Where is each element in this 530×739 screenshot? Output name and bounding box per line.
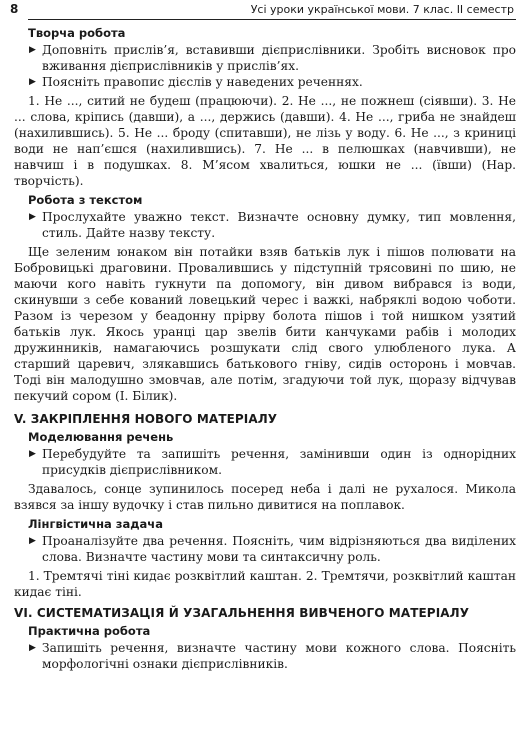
heading-creative-work: Творча робота [28,26,126,40]
task-text: Поясніть правопис дієслів у наведених реченнях. [42,75,363,89]
task-fill-proverbs [28,42,516,74]
heading-linguistic-task: Лінгвістична задача [28,517,163,531]
analysis-sentences: 1. Тремтячі тіні кидає розквітлий каштан. 2. Тремтячи, розквітлий каштан кидає тіні. [14,569,516,599]
proverbs-text: 1. Не ..., ситий не будеш (працюючи). 2. Не ..., не пожнеш (сіявши). 3. Не ... слова, кріпись (давши), а ..., держись (давши). 4. Не ..., гриба не знайдеш (нахилившись). 5. Не ... броду (спитавши), не лізь у воду. 6. Не ..., з криниці води не нап’єшся (нахилившись). 7. Не ... в пелюшках (навчивши), не навчиш і в подушках. 8. М’ясом хвалиться, юшки не ... (ївши) (Нар. творчість). [14,94,516,188]
heading-sentence-modeling: Моделювання речень [28,430,174,444]
task-listen-text [28,209,516,241]
triangle-bullet-icon: ▶ [29,45,36,55]
page-number: 8 [10,2,19,16]
task-rebuild-sentences [28,446,516,478]
task-write-sentences [28,640,516,672]
triangle-bullet-icon: ▶ [29,449,36,459]
task-text: Прослухайте уважно текст. Визначте основну думку, тип мовлення, стиль. Дайте назву тексту. [42,210,516,240]
section-heading-v: V. ЗАКРІПЛЕННЯ НОВОГО МАТЕРІАЛУ [14,412,278,426]
running-title: Усі уроки української мови. 7 клас. ІІ семестр [250,3,514,16]
task-text: Перебудуйте та запишіть речення, замінивши один із однорідних присудків дієприслівником. [42,447,516,477]
triangle-bullet-icon: ▶ [29,536,36,546]
section-heading-vi: VI. СИСТЕМАТИЗАЦІЯ Й УЗАГАЛЬНЕННЯ ВИВЧЕНОГО МАТЕРІАЛУ [14,606,470,620]
reading-text: Ще зеленим юнаком він потайки взяв батьків лук і пішов полювати на Бобровицькі драговини. Провалившись у підступній трясовині по шию, не маючи кого навіть гукнути па допомогу, він дивом вибрався із води, скинувши з себе кований ловецький черес і важкі, набряклі водою чоботи. Разом із черезом у беадонну прірву болота пішов і той нишком узятий батьків лук. Якось уранці цар звелів бити канчуками рабів і молодих дружинників, намагаючись розшукати слід свого улюбленого лука. А старший царевич, злякавшись батькового гніву, сидів осторонь і мовчав. Тоді він малодушно змовчав, але потім, згадуючи той лук, щоразу відчував пекучий сором (І. Білик). [14,245,516,403]
triangle-bullet-icon: ▶ [29,77,36,87]
page-header [10,2,516,20]
task-text: Доповніть прислів’я, вставивши дієприслівники. Зробіть висновок про вживання дієприслівників у прислів’ях. [42,43,516,73]
triangle-bullet-icon: ▶ [29,643,36,653]
page-content [14,24,516,672]
task-text: Проаналізуйте два речення. Поясніть, чим відрізняються два виділених слова. Визначте частину мови та синтаксичну роль. [42,534,516,564]
task-text: Запишіть речення, визначте частину мови кожного слова. Поясніть морфологічні ознаки дієприслівників. [42,641,516,671]
heading-text-work: Робота з текстом [28,193,143,207]
modeling-sentences: Здавалось, сонце зупинилось посеред неба і далі не рухалося. Микола взявся за іншу вудочку і став пильно дивитися на поплавок. [14,482,516,512]
task-analyze-sentences [28,533,516,565]
heading-practical-work: Практична робота [28,624,151,638]
task-explain-spelling [28,74,516,90]
triangle-bullet-icon: ▶ [29,212,36,222]
